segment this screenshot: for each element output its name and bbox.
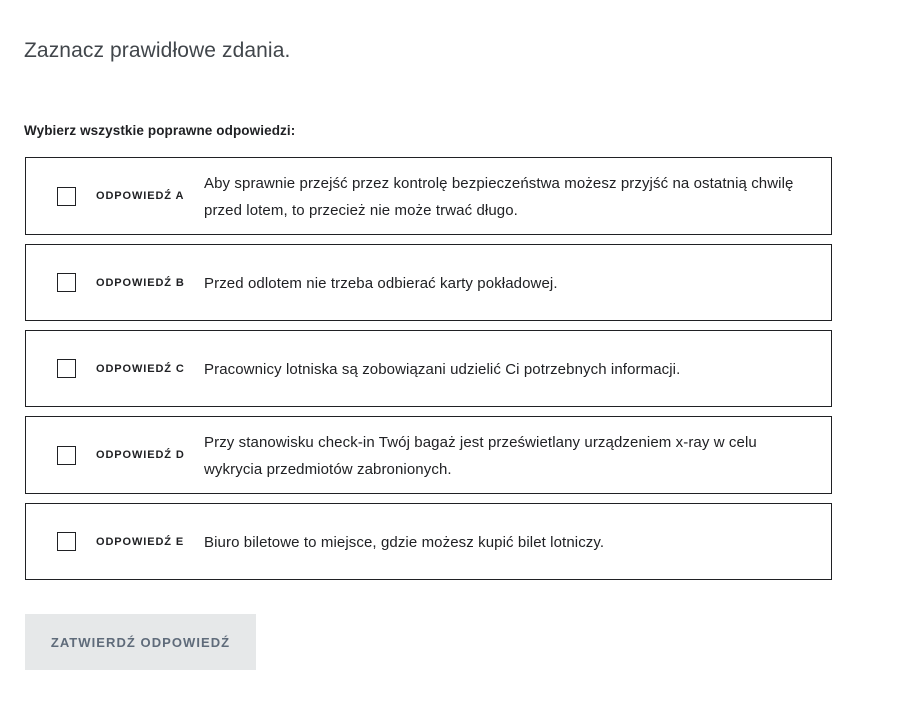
answer-option-e[interactable] [25, 503, 832, 580]
checkbox-answer-a[interactable] [57, 187, 76, 206]
answer-option-d-control[interactable] [26, 446, 204, 465]
answer-option-a-key: ODPOWIEDŹ A [96, 190, 185, 202]
checkbox-answer-c[interactable] [57, 359, 76, 378]
page-title: Zaznacz prawidłowe zdania. [24, 39, 291, 63]
answer-option-a-text: Aby sprawnie przejść przez kontrolę bezpieczeństwa możesz przyjść na ostatnią chwilę przed lotem, to przecież nie może trwać długo. [204, 174, 794, 219]
answer-option-e-text: Biuro biletowe to miejsce, gdzie możesz kupić bilet lotniczy. [204, 533, 605, 551]
answer-option-a[interactable] [25, 157, 832, 235]
answer-option-e-key: ODPOWIEDŹ E [96, 535, 185, 548]
answer-option-a-control[interactable] [26, 187, 204, 206]
answer-option-b-control[interactable] [26, 273, 204, 292]
answer-option-c-control[interactable] [26, 359, 204, 378]
checkbox-answer-e[interactable] [57, 532, 76, 551]
answer-option-b[interactable] [25, 244, 832, 321]
answer-option-b-text: Przed odlotem nie trzeba odbierać karty pokładowej. [204, 274, 558, 292]
checkbox-answer-d[interactable] [57, 446, 76, 465]
answer-option-c[interactable] [25, 330, 832, 407]
answer-options-list [25, 157, 832, 589]
checkbox-answer-b[interactable] [57, 273, 76, 292]
answer-option-d[interactable] [25, 416, 832, 494]
answer-option-d-text: Przy stanowisku check-in Twój bagaż jest prześwietlany urządzeniem x-ray w celu wykrycia przedmiotów zabronionych. [204, 433, 757, 478]
answer-option-c-text: Pracownicy lotniska są zobowiązani udzielić Ci potrzebnych informacji. [204, 360, 681, 378]
answer-option-d-key: ODPOWIEDŹ D [96, 449, 185, 461]
submit-answer-button[interactable]: ZATWIERDŹ ODPOWIEDŹ [25, 614, 256, 670]
answer-option-b-key: ODPOWIEDŹ B [96, 276, 185, 289]
answer-option-c-key: ODPOWIEDŹ C [96, 362, 185, 375]
answer-option-e-control[interactable] [26, 532, 204, 551]
instruction-label: Wybierz wszystkie poprawne odpowiedzi: [24, 123, 296, 138]
